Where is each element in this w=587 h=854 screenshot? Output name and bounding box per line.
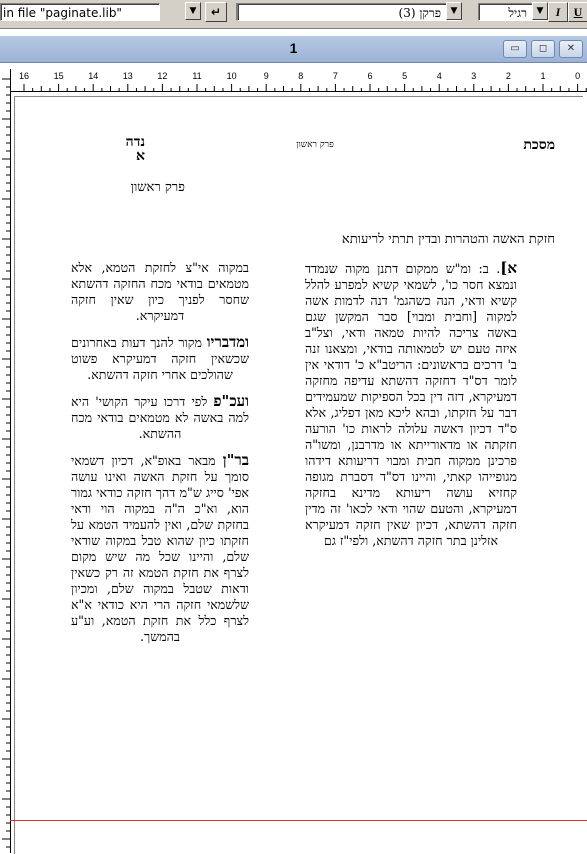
paragraph-lead: בר"ן <box>222 451 249 469</box>
page-break-line <box>10 820 587 821</box>
header-tractate-name-line1: נדה <box>125 134 145 150</box>
ruler-label: 8 <box>298 71 304 81</box>
paragraph-text: . ב: ומ"ש ממקום דתנן מקוה שנמדד ונמצא חסר כו', לשמאי קשיא למפרע להלל קשיא ודאי, הנה כשהגמ' דנה לדמות אשה למקוה [וחבית ומבוי] סבר המקשן שגם באשה צריכה להיות טמאה ודאי, וצל"ב איזה טעם יש לטמאותה בודאי, ומצאנו זנה ב' דרכים בראשונים: הריטב"א כ' דודאי אין לומר דס"ד דחזקה דהשתא עדיפה מחזקה דמעיקרא, דזה דין בכל הספיקות שמעמידים דבר על חזקתו, ובהא ליכא מאן דפליג, אלא ס"ד דכיון דאשה עלולה לראות כו' הורעה חזקתה או מדאורייתא או מדרבנן, ומשו"ה פרכינן ממקוה חבית ומבוי דריעותא דידהו מגופייהו קאתי, והיינו דס"ד דסברת מגופה קחזיא עושה ריעותא מדינא בחזקה דמעיקרא, והטעם שהוי ודאי לכאו' זה מדין חזקה דהשתא, דכיון שאין חזקה דמעיקרא אזלינן בתר חזקה דהשתא, ולפי"ז גם <box>305 261 517 548</box>
paragraph <box>71 452 249 645</box>
ruler-label: 14 <box>88 71 99 81</box>
header-tractate: מסכת <box>523 137 555 153</box>
paragraph-lead: א] <box>500 259 517 277</box>
ruler-label: 0 <box>575 71 581 81</box>
ruler-label: 5 <box>402 71 408 81</box>
chapter-select[interactable]: פרקן (3) <box>237 3 462 21</box>
ruler-label: 7 <box>332 71 338 81</box>
paragraph-lead: ומדבריו <box>206 333 249 351</box>
section-subtitle: חזקת האשה והטהרות ובדין תרתי לריעותא <box>341 232 555 247</box>
italic-button[interactable]: I <box>548 2 568 22</box>
paragraph-text: במקוה אי"צ לחזקת הטמא, אלא מטמאים בודאי מכח החזקה דהשתא שחסר לפניך כיון שאין חזקה דמעיקרא. <box>71 260 249 323</box>
style-dropdown-button[interactable]: ▼ <box>532 2 548 20</box>
ruler-label: 9 <box>263 71 269 81</box>
paragraph-lead: ועכ"פ <box>213 392 249 410</box>
chapter-dropdown-button[interactable]: ▼ <box>446 2 462 20</box>
window-title: 1 <box>289 40 298 56</box>
horizontal-ruler <box>10 69 587 92</box>
style-select[interactable]: רגיל <box>478 3 548 21</box>
toolbar <box>0 0 587 29</box>
header-tractate-name <box>65 135 145 163</box>
paragraph-text: מבאר באופ"א, דכיון דשמאי סומך על חזקת האשה ואינו עושה אפי' סייג ש"מ דהך חזקה כודאי גמור הוא, וא"כ ה"ה במקוה הוי ודאי בחזקת שלם, ואין להעמיד הטמא על חזקתו כיון שהוא טבל במקוה שודאי שלם, והיינו שכל מה שיש מקום לצרף את חזקת הטמא זה רק כשאין ודאות שטבל במקוה שלם, ומכיון שלשמאי חזקה הרי היא כודאי א"א לצרף כלל את חזקת הטמא, וע"ע בהמשך. <box>71 453 249 644</box>
paragraph <box>71 260 249 324</box>
ruler-label: 11 <box>192 71 202 81</box>
ruler-label: 10 <box>226 71 237 81</box>
ruler-label: 1 <box>540 71 546 81</box>
chapter-title: פרק ראשון <box>130 180 185 195</box>
file-field[interactable]: in file "paginate.lib" <box>0 3 160 21</box>
file-dropdown-button[interactable]: ▼ <box>185 2 201 20</box>
text-column-right <box>305 260 517 559</box>
ruler-label: 3 <box>471 71 477 81</box>
header-chapter: פרק ראשון <box>296 140 334 150</box>
ruler-label: 12 <box>157 71 168 81</box>
ruler-label: 13 <box>122 71 133 81</box>
ruler-label: 16 <box>18 71 30 81</box>
paragraph-text: מקור להנך דעות באחרונים שכשאין חזקה דמעיקרא פשוט שהולכים אחרי חזקה דהשתא. <box>71 335 249 382</box>
close-button[interactable]: ✕ <box>559 40 583 58</box>
header-tractate-name-line2: א <box>136 148 145 164</box>
paragraph <box>71 334 249 383</box>
document-titlebar <box>0 36 587 63</box>
text-column-left <box>71 260 249 655</box>
document-page <box>14 96 583 854</box>
underline-button[interactable]: U <box>568 2 587 22</box>
ruler-label: 2 <box>505 71 511 81</box>
minimize-button[interactable]: ▭ <box>503 40 527 58</box>
vertical-ruler <box>0 69 11 853</box>
paragraph <box>305 260 517 549</box>
ruler-label: 6 <box>367 71 373 81</box>
maximize-button[interactable]: ◻ <box>531 40 555 58</box>
paragraph <box>71 393 249 442</box>
ruler-label: 15 <box>53 71 64 81</box>
ruler-label: 4 <box>436 71 442 81</box>
paragraph-text: לפי דרכו עיקר הקושי' היא למה באשה לא מטמאים בודאי מכח ההשתא. <box>71 394 249 441</box>
enter-button[interactable]: ↵ <box>205 2 227 22</box>
